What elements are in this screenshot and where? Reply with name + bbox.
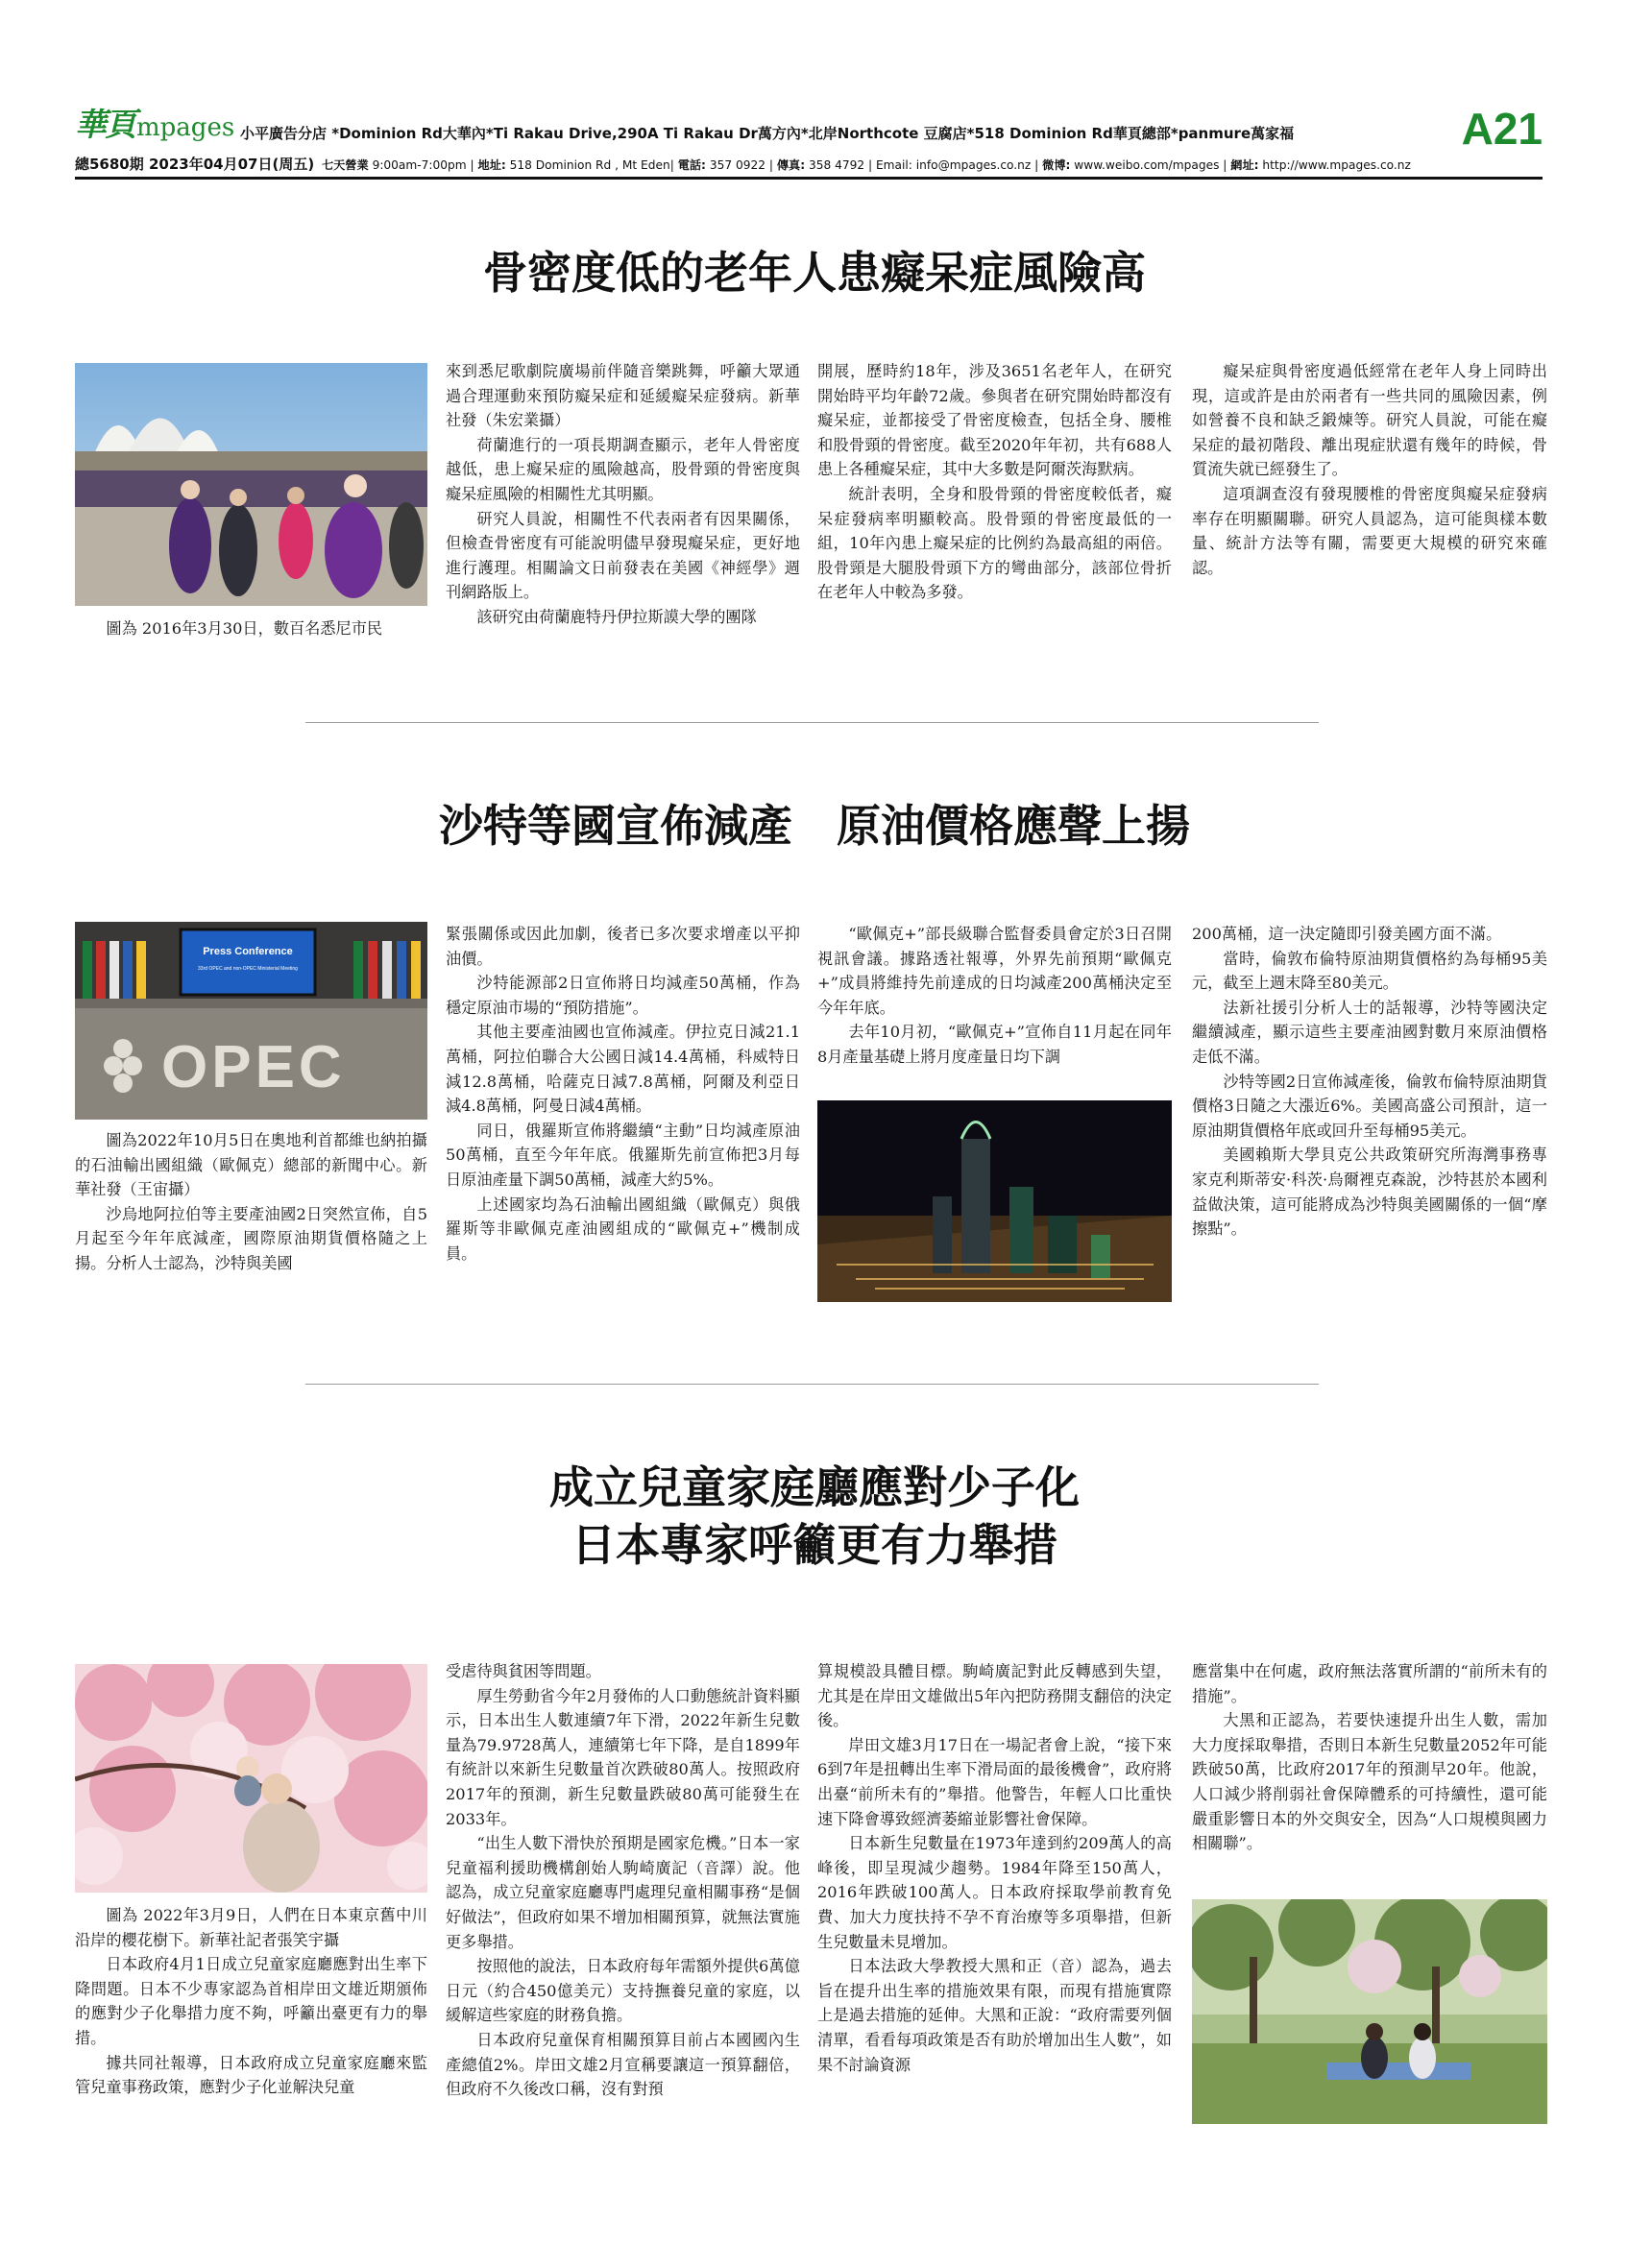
article-headline: 成立兒童家庭廳應對少子化 <box>549 1461 1080 1513</box>
article-column-4 <box>1192 359 1547 580</box>
article-column-3 <box>817 1659 1172 2077</box>
article-divider <box>305 1384 1319 1385</box>
paragraph: 統計表明，全身和股骨頸的骨密度較低者，癡呆症發病率明顯較高。股骨頸的骨密度最低的一組，10年內患上癡呆症的比例約為最高組的兩倍。股骨頸是大腿股骨頭下方的彎曲部分，該部位骨折在老年人中較為多發。 <box>817 484 1172 602</box>
address: 518 Dominion Rd , Mt Eden| <box>509 158 674 172</box>
paragraph: 癡呆症與骨密度過低經常在老年人身上同時出現，這或許是由於兩者有一些共同的風險因素，例如營養不良和缺乏鍛煉等。研究人員說，可能在癡呆症的最初階段、離出現症狀還有幾年的時候，骨質流失就已經發生了。 <box>1192 362 1547 479</box>
paragraph: 來到悉尼歌劇院廣場前伴隨音樂跳舞，呼籲大眾通過合理運動來預防癡呆症和延緩癡呆症發病。新華社發（朱宏業攝） <box>446 362 800 430</box>
article-column-3 <box>817 359 1172 605</box>
article-column-1 <box>75 1128 427 1276</box>
paragraph: 岸田文雄3月17日在一場記者會上說，“接下來6到7年是扭轉出生率下滑局面的最後機會”，政府將出臺“前所未有的”舉措。他警告，年輕人口比重快速下降會導致經濟萎縮並影響社會保障。 <box>817 1735 1172 1828</box>
article-column-2 <box>446 359 800 630</box>
fax: 358 4792 <box>808 158 865 172</box>
paragraph: 該研究由荷蘭鹿特丹伊拉斯謨大學的團隊 <box>476 607 757 626</box>
article-column-4 <box>1192 1659 1547 1856</box>
article-opec-output-cut <box>75 797 1554 1344</box>
photo-riyadh-night-skyline <box>817 1100 1172 1302</box>
issue-date: 總5680期 2023年04月07日(周五) <box>75 156 315 173</box>
paragraph: 日本法政大學教授大黑和正（音）認為，過去旨在提升出生率的措施效果有限，而現有措施實際上是過去措施的延伸。大黑和正說：“政府需要列個清單，看看每項政策是否有助於增加出生人數”，如果不討論資源 <box>817 1957 1172 2074</box>
phone-label: 電話: <box>677 158 706 172</box>
article-subheadline: 日本專家呼籲更有力舉措 <box>571 1519 1057 1571</box>
logo-chinese: 華頁 <box>75 106 134 143</box>
weibo-label: 微博: <box>1042 158 1071 172</box>
article-column-1 <box>75 616 427 641</box>
paragraph: 開展，歷時約18年，涉及3651名老年人，在研究開始時平均年齡72歲。參與者在研究開始時都沒有癡呆症，並都接受了骨密度檢查，包括全身、腰椎和股骨頸的骨密度。截至2020年年初，共有688人患上各種癡呆症，其中大多數是阿爾茨海默病。 <box>817 362 1172 479</box>
paragraph: 去年10月初，“歐佩克+”宣佈自11月起在同年8月產量基礎上將月度產量日均下調 <box>817 1023 1172 1066</box>
logo-english: mpages <box>136 113 235 142</box>
picnic-photo-illustration <box>1192 1899 1547 2124</box>
opec-sign: OPEC <box>161 1034 346 1100</box>
email-link[interactable]: Email: info@mpages.co.nz <box>875 158 1032 172</box>
photo-caption: 圖為 2016年3月30日，數百名悉尼市民 <box>106 619 383 638</box>
branch-list: 小平廣告分店 *Dominion Rd大華內*Ti Rakau Drive,290A Ti Rakau Dr萬方內*北岸Northcote 豆腐店*518 Dominion Rd華頁總部*panmure萬家福 <box>240 125 1295 142</box>
paragraph: 美國賴斯大學貝克公共政策研究所海灣事務專家克利斯蒂安·科茨·烏爾裡克森說，沙特甚於本國利益做決策，這可能將成為沙特與美國關係的一個“摩擦點”。 <box>1192 1146 1547 1239</box>
paragraph: 算規模設具體目標。駒崎廣記對此反轉感到失望，尤其是在岸田文雄做出5年內把防務開支翻倍的決定後。 <box>817 1662 1172 1730</box>
paragraph: 沙烏地阿拉伯等主要產油國2日突然宣佈，自5月起至今年年底減產，國際原油期貨價格隨之上揚。分析人士認為，沙特與美國 <box>75 1204 427 1272</box>
paragraph: 其他主要產油國也宣佈減產。伊拉克日減21.1萬桶，阿拉伯聯合大公國日減14.4萬桶，科威特日減12.8萬桶，哈薩克日減7.8萬桶，阿爾及利亞日減4.8萬桶，阿曼日減4萬桶。 <box>446 1023 800 1116</box>
opec-photo-illustration <box>75 922 427 1120</box>
paragraph: 同日，俄羅斯宣佈將繼續“主動”日均減產原油50萬桶，直至今年年底。俄羅斯先前宣佈把3月每日原油產量下調50萬桶，減產大約5%。 <box>446 1121 800 1189</box>
paragraph: 受虐待與貧困等問題。 <box>446 1662 601 1680</box>
cherry-blossom-photo-illustration <box>75 1664 427 1893</box>
hours-label: 七天營業 <box>321 158 369 172</box>
photo-cherry-blossom-family <box>75 1664 427 1893</box>
article-column-2 <box>446 922 800 1266</box>
paragraph: 據共同社報導，日本政府成立兒童家庭廳來監管兒童事務政策，應對少子化並解決兒童 <box>75 2053 427 2097</box>
paragraph: 法新社援引分析人士的話報導，沙特等國決定繼續減產，顯示這些主要產油國對數月來原油價格走低不滿。 <box>1192 998 1547 1066</box>
paragraph: 應當集中在何處，政府無法落實所謂的“前所未有的措施”。 <box>1192 1662 1547 1705</box>
screen-subtitle: 33rd OPEC and non-OPEC Ministerial Meeting <box>198 966 298 972</box>
page-number: A21 <box>1461 104 1543 154</box>
paragraph: 緊張關係或因此加劇，後者已多次要求增產以平抑油價。 <box>446 925 800 968</box>
sydney-photo-illustration <box>75 363 427 606</box>
article-bone-density <box>75 240 1554 663</box>
photo-sydney-opera-house-dancers <box>75 363 427 606</box>
paragraph: 荷蘭進行的一項長期調查顯示，老年人骨密度越低，患上癡呆症的風險越高，股骨頸的骨密度與癡呆症風險的相關性尤其明顯。 <box>446 435 800 503</box>
paragraph: 按照他的說法，日本政府每年需額外提供6萬億日元（約合450億美元）支持撫養兒童的家庭，以緩解這些家庭的財務負擔。 <box>446 1957 800 2025</box>
newspaper-logo[interactable] <box>75 108 234 142</box>
paragraph: 這項調查沒有發現腰椎的骨密度與癡呆症發病率存在明顯關聯。研究人員認為，這可能與樣本數量、統計方法等有關，需要更大規模的研究來確認。 <box>1192 484 1547 577</box>
website-link[interactable]: http://www.mpages.co.nz <box>1262 158 1411 172</box>
riyadh-photo-illustration <box>817 1100 1172 1302</box>
article-headline: 骨密度低的老年人患癡呆症風險高 <box>483 247 1146 299</box>
paragraph: 沙特等國2日宣佈減產後，倫敦布倫特原油期貨價格3日隨之大漲近6%。美國高盛公司預計，這一原油期貨價格年底或回升至每桶95美元。 <box>1192 1072 1547 1140</box>
fax-label: 傳真: <box>776 158 806 172</box>
phone: 357 0922 <box>709 158 765 172</box>
paragraph: 日本政府4月1日成立兒童家庭廳應對出生率下降問題。日本不少專家認為首相岸田文雄近期頒佈的應對少子化舉措力度不夠，呼籲出臺更有力的舉措。 <box>75 1955 427 2047</box>
article-column-2 <box>446 1659 800 2102</box>
photo-caption: 圖為 2022年3月9日，人們在日本東京舊中川沿岸的櫻花樹下。新華社記者張笑宇攝 <box>75 1906 427 1949</box>
paragraph: 日本政府兒童保育相關預算目前占本國國內生產總值2%。岸田文雄2月宣稱要讓這一預算翻倍，但政府不久後改口稱，沒有對預 <box>446 2030 800 2099</box>
weibo-link[interactable]: www.weibo.com/mpages <box>1074 158 1220 172</box>
photo-caption: 圖為2022年10月5日在奧地利首都維也納拍攝的石油輸出國組織（歐佩克）總部的新聞中心。新華社發（王宙攝） <box>75 1131 427 1199</box>
paragraph: 當時，倫敦布倫特原油期貨價格約為每桶95美元，截至上週末降至80美元。 <box>1192 949 1547 993</box>
article-headline: 沙特等國宣佈減產 原油價格應聲上揚 <box>439 800 1190 852</box>
article-column-1 <box>75 1903 427 2100</box>
hours: 9:00am-7:00pm <box>372 158 467 172</box>
masthead-rule <box>75 177 1543 180</box>
paragraph: 日本新生兒數量在1973年達到約209萬人的高峰後，即呈現減少趨勢。1984年降至150萬人，2016年跌破100萬人。日本政府採取學前教育免費、加大力度扶持不孕不育治療等多項舉措，但新生兒數量未見增加。 <box>817 1834 1172 1951</box>
article-japan-birthrate <box>75 1460 1554 2228</box>
article-column-4 <box>1192 922 1547 1242</box>
paragraph: 200萬桶，這一決定隨即引發美國方面不滿。 <box>1192 925 1502 943</box>
paragraph: 研究人員說，相關性不代表兩者有因果關係，但檢查骨密度有可能說明儘早發現癡呆症，更好地進行護理。相關論文日前發表在美國《神經學》週刊網路版上。 <box>446 509 800 602</box>
address-label: 地址: <box>477 158 506 172</box>
paragraph: “出生人數下滑快於預期是國家危機。”日本一家兒童福利援助機構創始人駒崎廣記（音譯）說。他認為，成立兒童家庭廳專門處理兒童相關事務“是個好做法”，但政府如果不增加相關預算，就無法實施更多舉措。 <box>446 1834 800 1951</box>
masthead-info-line: 總5680期 2023年04月07日(周五) 七天營業 9:00am-7:00pm | 地址: 518 Dominion Rd , Mt Eden| 電話: 357 0922 | 傳真: 358 4792 | Email: info@mpages.co.nz | 微博: www.weibo.com/mpages | 網址: http://www.mpages.co.nz <box>75 156 1411 173</box>
screen-title: Press Conference <box>203 946 293 957</box>
paragraph: “歐佩克+”部長級聯合監督委員會定於3日召開視訊會議。據路透社報導，外界先前預期“歐佩克+”成員將維持先前達成的日均減產200萬桶決定至今年年底。 <box>817 925 1172 1017</box>
paragraph: 厚生勞動省今年2月發佈的人口動態統計資料顯示，日本出生人數連續7年下滑，2022年新生兒數量為79.9728萬人，連續第七年下降，是自1899年有統計以來新生兒數量首次跌破80萬人。按照政府2017年的預測，新生兒數量跌破80萬可能發生在2033年。 <box>446 1686 800 1828</box>
article-divider <box>305 722 1319 723</box>
website-label: 網址: <box>1230 158 1259 172</box>
photo-opec-press-center <box>75 922 427 1120</box>
paragraph: 上述國家均為石油輸出國組織（歐佩克）與俄羅斯等非歐佩克產油國組成的“歐佩克+”機制成員。 <box>446 1194 800 1263</box>
masthead <box>75 104 1543 181</box>
paragraph: 大黑和正認為，若要快速提升出生人數，需加大力度採取舉措，否則日本新生兒數量2052年可能跌破50萬，比政府2017年的預測早20年。他說，人口減少將削弱社會保障體系的可持續性，還可能嚴重影響日本的外交與安全，因為“人口規模與國力相關聯”。 <box>1192 1711 1547 1853</box>
article-column-3 <box>817 922 1172 1070</box>
paragraph: 沙特能源部2日宣佈將日均減產50萬桶，作為穩定原油市場的“預防措施”。 <box>446 974 800 1017</box>
photo-picnic-under-trees <box>1192 1899 1547 2124</box>
